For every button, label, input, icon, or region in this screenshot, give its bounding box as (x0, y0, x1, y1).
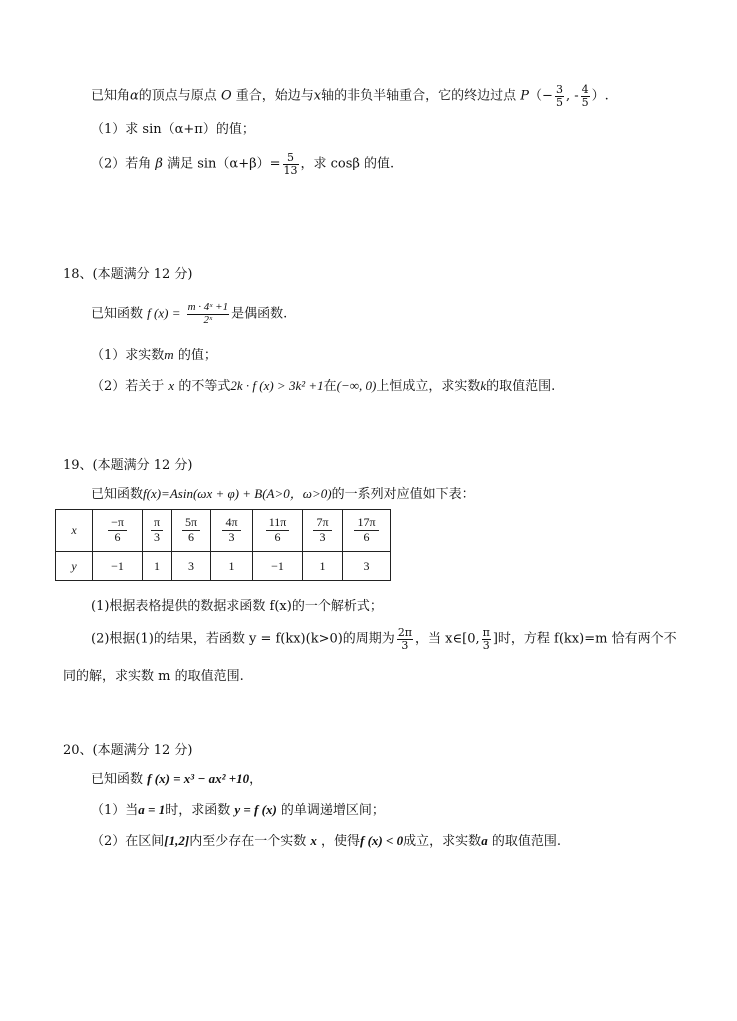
q20-inequality: f (x) < 0 (360, 833, 404, 848)
q20-part2-c: ，使得 (321, 834, 361, 849)
q19-table-cell: 1 (143, 552, 172, 581)
q17-p-mid: , - (565, 88, 579, 104)
q19-period-frac (397, 627, 413, 651)
q19-label-y: y (71, 558, 77, 573)
q19-x-den: 6 (188, 529, 194, 544)
q19-definition (91, 487, 475, 501)
q17-text-d: 轴的非负半轴重合，它的终边过点 (321, 88, 517, 104)
q17-origin: O (220, 88, 232, 104)
q20-part2-b: 内至少存在一个实数 (189, 834, 307, 849)
q18-part1-a: （1）求实数 (91, 348, 165, 363)
q18-definition (91, 302, 287, 326)
q17-alpha: α (130, 88, 139, 104)
q19-table-cell (253, 510, 303, 552)
q17-text-a: 已知角 (91, 88, 131, 104)
q19-table-row-x (56, 510, 391, 552)
q19-x-den: 6 (363, 529, 370, 544)
q19-part2-c: ]时，方程 f(kx)=m 恰有两个不 (492, 631, 677, 647)
q18-part2-a: （2）若关于 (91, 379, 165, 394)
q17-value-frac (283, 152, 299, 176)
q19-def-f: f(x)=Asin(ωx + φ) + B(A>0，ω>0) (143, 486, 332, 501)
q19-table-cell: −1 (253, 552, 303, 581)
q19-table-cell (143, 510, 172, 552)
q18-inequality: 2k · f (x) > 3k² +1 (230, 378, 324, 393)
q19-x-den: 6 (274, 529, 281, 544)
q17-part1: （1）求 sin（α+π）的值； (91, 122, 255, 137)
q19-x-num: 5π (182, 516, 200, 531)
q20-interval: [1,2] (164, 833, 190, 848)
q19-range-den: 3 (482, 638, 490, 652)
q18-part1-b: 的值； (177, 348, 217, 363)
q17-value-den: 13 (283, 163, 298, 177)
q19-table-cell (343, 510, 391, 552)
q19-x-den: 3 (228, 529, 235, 544)
q17-p1-num: 3 (555, 83, 563, 96)
q19-part2-b: ，当 x∈[0, (415, 631, 480, 647)
q18-frac (187, 302, 229, 326)
q19-x-den: 3 (319, 529, 326, 544)
q17-statement (91, 84, 609, 108)
q18-frac-den: 2ˣ (203, 313, 213, 326)
q20-a-eq: a = 1 (138, 802, 166, 817)
q19-period-den: 3 (401, 638, 409, 652)
q20-def-f: f (x) = x³ − ax² +10 (147, 771, 250, 786)
q18-m: m (164, 347, 174, 362)
q17-part2-c: ，求 cosβ 的值. (300, 156, 395, 172)
q18-part1 (91, 348, 217, 362)
q19-table-cell: 3 (343, 552, 391, 581)
q17-p2-den: 5 (581, 95, 589, 109)
q18-part2 (91, 379, 555, 393)
q20-a: a (481, 833, 488, 848)
q20-def-a: 已知函数 (91, 772, 144, 787)
q20-def-b: ， (249, 772, 263, 787)
q17-text-c: 重合，始边与 (235, 88, 314, 104)
q20-part2-d: 成立，求实数 (403, 834, 482, 849)
q19-x-den: 6 (114, 529, 121, 544)
q17-part2-b: 满足 sin（α+β）= (167, 156, 281, 172)
q20-part1-a: （1）当 (91, 803, 139, 818)
q20-part1-c: 的单调递增区间； (280, 803, 385, 818)
q17-part2-a: （2）若角 (91, 156, 152, 172)
q17-x: x (313, 88, 322, 104)
q19-part1: (1)根据表格提供的数据求函数 f(x)的一个解析式； (91, 599, 383, 614)
q18-frac-num: m · 4ˣ +1 (187, 301, 229, 313)
q17-point: P (520, 88, 530, 104)
q18-part2-c: 在 (323, 379, 337, 394)
q18-k: k (480, 378, 487, 393)
q19-x-den: 3 (154, 529, 160, 544)
q20-header: 20、(本题满分 12 分) (63, 743, 193, 758)
q19-header: 19、(本题满分 12 分) (63, 458, 193, 473)
q20-definition (91, 772, 262, 786)
q18-def-a: 已知函数 (91, 306, 144, 322)
q19-range-num: π (482, 626, 490, 639)
q18-fx: f (x) = (147, 305, 181, 321)
q18-part2-d: 上恒成立，求实数 (376, 379, 481, 394)
q19-x-num: 4π (222, 516, 240, 531)
q19-table-cell: −1 (93, 552, 143, 581)
q20-part2-e: 的取值范围. (491, 834, 561, 849)
q20-part2-a: （2）在区间 (91, 834, 165, 849)
q19-table-cell (211, 510, 253, 552)
q19-part2-continued: 同的解，求实数 m 的取值范围. (63, 669, 244, 684)
q19-table-cell: 3 (172, 552, 211, 581)
q19-def-b: 的一系列对应值如下表： (331, 487, 475, 502)
q17-p-open: （− (529, 88, 553, 104)
q18-part2-e: 的取值范围. (486, 379, 556, 394)
q19-x-num: π (151, 516, 163, 531)
q17-p2-num: 4 (581, 83, 589, 96)
q19-table-cell (303, 510, 343, 552)
q19-table-cell: 1 (303, 552, 343, 581)
q17-p2-frac (581, 84, 590, 108)
q19-period-num: 2π (397, 626, 413, 639)
q19-x-num: −π (108, 516, 127, 531)
q17-part2 (91, 152, 394, 176)
q19-table-cell: 1 (211, 552, 253, 581)
q17-value-num: 5 (283, 152, 299, 165)
q17-beta: β (155, 156, 163, 172)
q19-table-label-x (56, 510, 93, 552)
q19-label-x: x (71, 523, 77, 537)
q17-p-close: ）. (591, 88, 609, 104)
q20-x: x (310, 833, 317, 848)
q19-table-cell (93, 510, 143, 552)
q18-part2-b: 的不等式 (178, 379, 231, 394)
q18-def-b: 是偶函数. (231, 306, 288, 322)
q19-table-row-y (56, 552, 391, 581)
q19-table-cell (172, 510, 211, 552)
q19-x-num: 7π (313, 516, 331, 531)
q20-part2 (91, 834, 561, 848)
q19-x-num: 17π (354, 516, 378, 531)
q20-part1-b: 时，求函数 (165, 803, 231, 818)
q19-part2-a: (2)根据(1)的结果，若函数 y = f(kx)(k>0)的周期为 (91, 631, 395, 647)
q20-y-eq: y = f (x) (234, 802, 277, 817)
q17-p1-frac (555, 84, 564, 108)
q17-text-b: 的顶点与原点 (138, 88, 217, 104)
q20-part1 (91, 803, 385, 817)
q19-x-num: 11π (266, 516, 290, 531)
q18-header: 18、(本题满分 12 分) (63, 267, 193, 282)
q17-p1-den: 5 (555, 95, 563, 109)
q18-x: x (168, 378, 175, 393)
q19-range-frac (482, 627, 491, 651)
q19-part2 (91, 627, 677, 651)
q19-table-label-y (56, 552, 93, 581)
q19-value-table (55, 509, 391, 581)
q19-def-a: 已知函数 (91, 487, 144, 502)
q18-interval: (−∞, 0) (336, 378, 377, 393)
